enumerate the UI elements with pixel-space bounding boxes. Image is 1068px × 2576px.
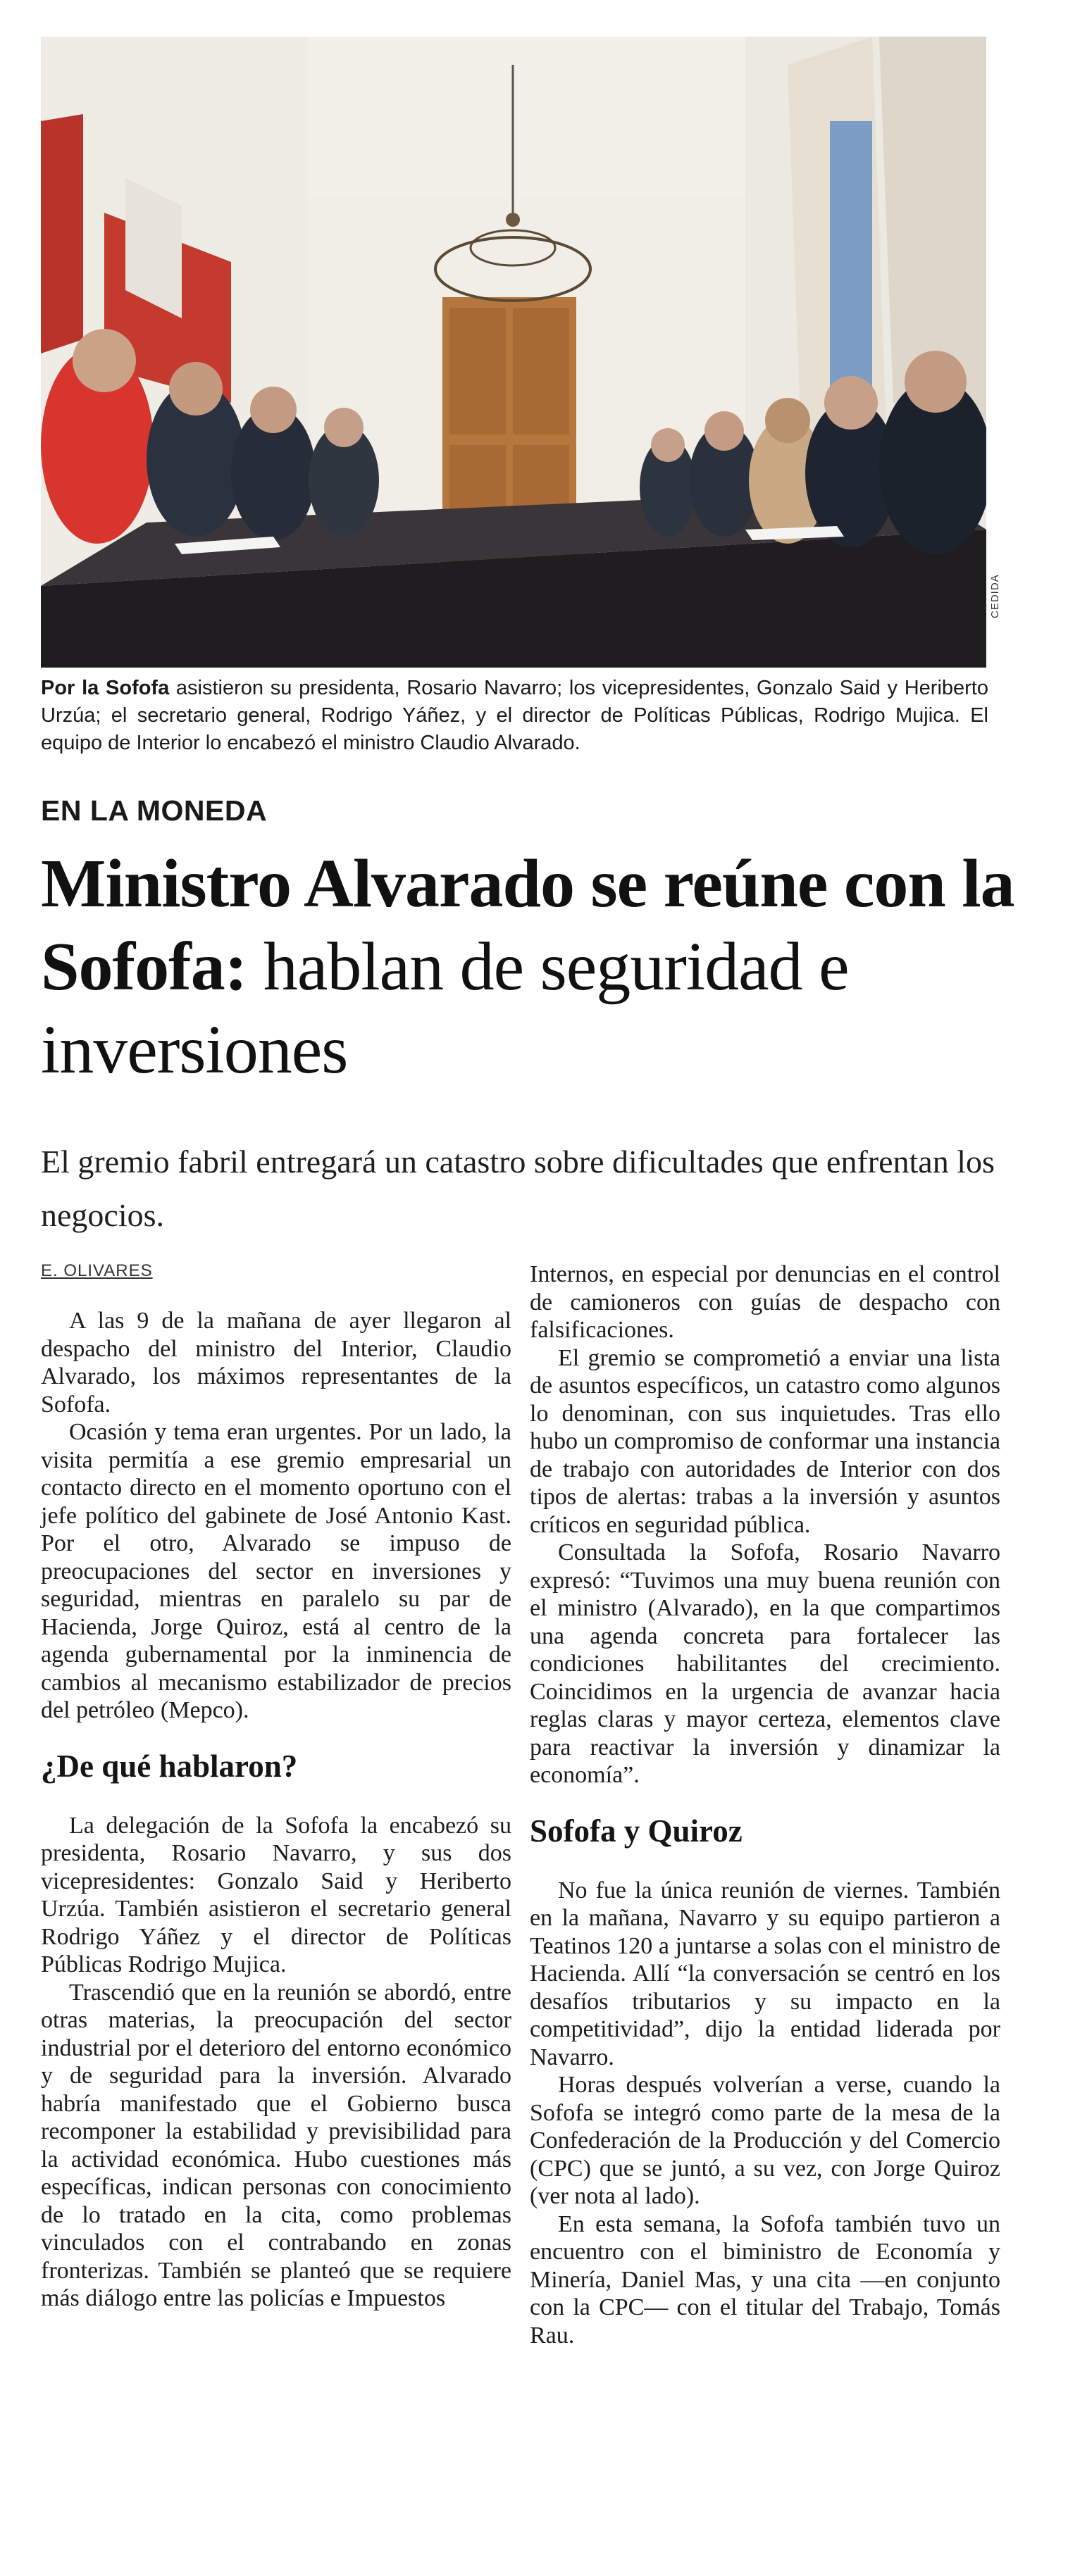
- paragraph: Consultada la Sofofa, Rosario Navarro expresó: “Tuvimos una muy buena reunión con el ministro (Alvarado), en la que compartimos una agenda concreta para fortalecer las condiciones habilitantes del crecimiento. Coincidimos en la urgencia de avanzar hacia reglas claras y mayor certeza, elementos clave para reactivar la inversión y dinamizar la economía”.: [530, 1539, 1000, 1788]
- paragraph: La delegación de la Sofofa la encabezó su presidenta, Rosario Navarro, y sus dos vicepresidentes: Gonzalo Said y Heriberto Urzúa. También asistieron el secretario general Rodrigo Yáñez y el director de Políticas Públicas Rodrigo Mujica.: [41, 1812, 511, 1977]
- meeting-photo: [41, 37, 986, 668]
- paragraph: En esta semana, la Sofofa también tuvo un encuentro con el biministro de Economía y Minería, Daniel Mas, y una cita —en conjunto con la CPC— con el titular del Trabajo, Tomás Rau.: [530, 2211, 1000, 2349]
- paragraph: Internos, en especial por denuncias en el control de camioneros con guías de despacho con falsificaciones.: [530, 1261, 1000, 1343]
- article-column-right: [530, 1261, 1000, 2349]
- meeting-photo-illustration: [41, 37, 986, 668]
- section-heading: ¿De qué hablaron?: [41, 1748, 298, 1784]
- headline-light: hablan de seguridad e inversiones: [41, 929, 849, 1088]
- photo-credit: CEDIDA: [989, 574, 1001, 618]
- paragraph: Horas después volverían a verse, cuando la Sofofa se integró como parte de la mesa de la Confederación de la Producción y del Comercio (CPC) que se juntó, a su vez, con Jorge Quiroz (ver nota al lado).: [530, 2072, 1000, 2209]
- headline: [41, 842, 1041, 1092]
- paragraph: Trascendió que en la reunión se abordó, entre otras materias, la preocupación del sector industrial por el deterioro del entorno económico y de seguridad para la inversión. Alvarado habría manifestado que el Gobierno busca recomponer la estabilidad y previsibilidad para la actividad económica. Hubo cuestiones más específicas, indican personas con conocimiento de lo tratado en la cita, como problemas vinculados con el contrabando en zonas fronterizas. También se planteó que se requiere más diálogo entre las policías e Impuestos: [41, 1979, 511, 2311]
- paragraph: A las 9 de la mañana de ayer llegaron al despacho del ministro del Interior, Claudio Alvarado, los máximos representantes de la Sofofa.: [41, 1308, 511, 1418]
- byline: E. OLIVARES: [41, 1261, 153, 1280]
- article-column-left: [41, 1261, 511, 2313]
- caption-text: asistieron su presidenta, Rosario Navarro; los vicepresidentes, Gonzalo Said y Heriberto Urzúa; el secretario general, Rodrigo Yáñez, y el director de Políticas Públicas, Rodrigo Mujica. El equipo de Interior lo encabezó el ministro Claudio Alvarado.: [41, 677, 988, 754]
- photo-caption: [41, 675, 988, 757]
- headline-bold: Ministro Alvarado se reúne con la Sofofa:: [41, 846, 1014, 1005]
- paragraph: El gremio se comprometió a enviar una lista de asuntos específicos, un catastro como algunos lo denominan, con sus inquietudes. Tras ello hubo un compromiso de conformar una instancia de trabajo con autoridades de Interior con dos tipos de alertas: trabas a la inversión y asuntos críticos en seguridad pública.: [530, 1344, 1000, 1538]
- caption-lead: Por la Sofofa: [41, 677, 170, 699]
- section-kicker: EN LA MONEDA: [41, 794, 268, 827]
- subheadline: El gremio fabril entregará un catastro sobre dificultades que enfrentan los negocios.: [41, 1144, 995, 1233]
- section-heading: Sofofa y Quiroz: [530, 1813, 743, 1849]
- paragraph: Ocasión y tema eran urgentes. Por un lado, la visita permitía a ese gremio empresarial un contacto directo en el momento oportuno con el jefe político del gabinete de José Antonio Kast. Por el otro, Alvarado se impuso de preocupaciones del sector en inversiones y seguridad, mientras en paralelo su par de Hacienda, Jorge Quiroz, está al centro de la agenda gubernamental por la inminencia de cambios al mecanismo estabilizador de precios del petróleo (Mepco).: [41, 1419, 511, 1723]
- paragraph: No fue la única reunión de viernes. También en la mañana, Navarro y su equipo partieron a Teatinos 120 a juntarse a solas con el ministro de Hacienda. Allí “la conversación se centró en los desafíos tributarios y su impacto en la competitividad”, dijo la entidad liderada por Navarro.: [530, 1877, 1000, 2070]
